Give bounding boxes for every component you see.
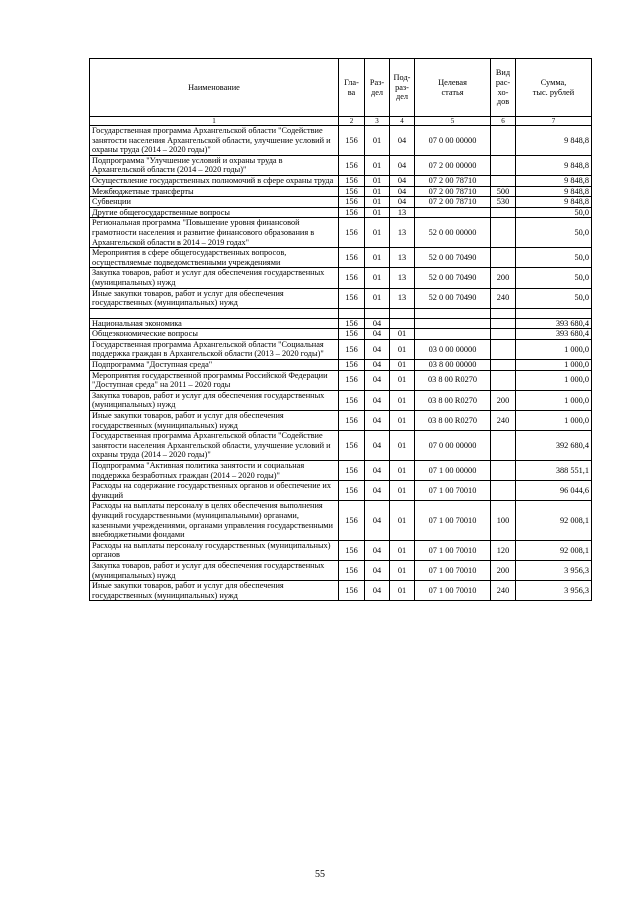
row-sum: 9 848,8	[516, 155, 592, 175]
row-target: 07 1 00 70010	[415, 481, 491, 501]
row-sum: 393 680,4	[516, 318, 592, 329]
row-vid	[491, 218, 516, 248]
column-number-row	[90, 117, 592, 126]
row-razdel: 01	[365, 175, 390, 186]
row-vid	[491, 461, 516, 481]
row-target: 03 8 00 R0270	[415, 390, 491, 410]
row-vid	[491, 329, 516, 340]
row-vid	[491, 248, 516, 268]
row-vid	[491, 318, 516, 329]
row-name: Закупка товаров, работ и услуг для обеспечения государственных (муниципальных) нужд	[90, 268, 339, 288]
row-target: 52 0 00 70490	[415, 288, 491, 308]
row-target: 07 1 00 70010	[415, 501, 491, 540]
row-name: Мероприятия государственной программы Российской Федерации "Доступная среда" на 2011 – 2020 годы	[90, 370, 339, 390]
row-target: 07 2 00 78710	[415, 197, 491, 208]
row-vid	[491, 207, 516, 218]
row-name: Иные закупки товаров, работ и услуг для обеспечения государственных (муниципальных) нужд	[90, 288, 339, 308]
table-row	[90, 288, 592, 308]
row-podrazdel: 01	[390, 540, 415, 560]
row-sum: 9 848,8	[516, 186, 592, 197]
header-sum: Сумма, тыс. рублей	[516, 59, 592, 117]
row-name: Иные закупки товаров, работ и услуг для обеспечения государственных (муниципальных) нужд	[90, 581, 339, 601]
row-target: 03 8 00 R0270	[415, 370, 491, 390]
row-name: Другие общегосударственные вопросы	[90, 207, 339, 218]
row-vid	[491, 155, 516, 175]
row-vid: 500	[491, 186, 516, 197]
row-razdel: 01	[365, 197, 390, 208]
row-name: Региональная программа "Повышение уровня финансовой грамотности населения и развитие финансового образования в Архангельской области в 2014 – 2019 годах"	[90, 218, 339, 248]
row-razdel: 04	[365, 411, 390, 431]
table-row	[90, 560, 592, 580]
row-glava: 156	[339, 288, 365, 308]
row-vid	[491, 431, 516, 461]
row-target	[415, 207, 491, 218]
row-podrazdel: 01	[390, 411, 415, 431]
row-sum: 1 000,0	[516, 339, 592, 359]
row-glava: 156	[339, 360, 365, 371]
row-sum: 393 680,4	[516, 329, 592, 340]
row-glava: 156	[339, 155, 365, 175]
row-name: Осуществление государственных полномочий в сфере охраны труда	[90, 175, 339, 186]
row-glava: 156	[339, 318, 365, 329]
row-name: Субвенции	[90, 197, 339, 208]
row-podrazdel: 01	[390, 461, 415, 481]
row-vid	[491, 360, 516, 371]
table-row	[90, 339, 592, 359]
table-row	[90, 268, 592, 288]
table-row	[90, 248, 592, 268]
column-number: 2	[339, 117, 365, 126]
row-sum: 388 551,1	[516, 461, 592, 481]
row-glava: 156	[339, 501, 365, 540]
row-podrazdel: 01	[390, 370, 415, 390]
header-target: Целевая статья	[415, 59, 491, 117]
table-row	[90, 126, 592, 156]
row-sum: 50,0	[516, 268, 592, 288]
row-name: Национальная экономика	[90, 318, 339, 329]
column-number: 5	[415, 117, 491, 126]
table-row	[90, 318, 592, 329]
row-glava: 156	[339, 207, 365, 218]
row-sum: 50,0	[516, 218, 592, 248]
table-row	[90, 461, 592, 481]
row-vid: 120	[491, 540, 516, 560]
row-target: 52 0 00 00000	[415, 218, 491, 248]
row-name: Расходы на выплаты персоналу государственных (муниципальных) органов	[90, 540, 339, 560]
row-razdel: 01	[365, 288, 390, 308]
row-target: 52 0 00 70490	[415, 248, 491, 268]
row-sum: 1 000,0	[516, 370, 592, 390]
column-number: 1	[90, 117, 339, 126]
row-target: 03 8 00 00000	[415, 360, 491, 371]
row-podrazdel: 13	[390, 207, 415, 218]
row-target: 07 1 00 00000	[415, 461, 491, 481]
row-podrazdel: 13	[390, 268, 415, 288]
row-name: Закупка товаров, работ и услуг для обеспечения государственных (муниципальных) нужд	[90, 560, 339, 580]
row-name: Государственная программа Архангельской области "Содействие занятости населения Архангельской области, улучшение условий и охраны труда (2014 – 2020 годы)"	[90, 431, 339, 461]
row-vid	[491, 370, 516, 390]
row-podrazdel: 01	[390, 481, 415, 501]
row-glava: 156	[339, 248, 365, 268]
row-vid: 200	[491, 268, 516, 288]
row-sum: 9 848,8	[516, 126, 592, 156]
row-razdel: 04	[365, 431, 390, 461]
row-podrazdel: 04	[390, 126, 415, 156]
row-razdel: 04	[365, 501, 390, 540]
row-name: Подпрограмма "Активная политика занятости и социальная поддержка безработных граждан (2014 – 2020 годы)"	[90, 461, 339, 481]
header-podrazdel: Под- раз- дел	[390, 59, 415, 117]
row-glava	[339, 308, 365, 318]
row-razdel: 04	[365, 581, 390, 601]
row-razdel: 01	[365, 248, 390, 268]
row-vid	[491, 308, 516, 318]
row-glava: 156	[339, 431, 365, 461]
row-glava: 156	[339, 581, 365, 601]
page-number: 55	[315, 869, 325, 880]
table-row	[90, 218, 592, 248]
row-name: Иные закупки товаров, работ и услуг для обеспечения государственных (муниципальных) нужд	[90, 411, 339, 431]
row-razdel: 01	[365, 268, 390, 288]
row-target	[415, 329, 491, 340]
table-row	[90, 501, 592, 540]
row-glava: 156	[339, 560, 365, 580]
row-glava: 156	[339, 218, 365, 248]
row-vid	[491, 481, 516, 501]
row-glava: 156	[339, 370, 365, 390]
row-podrazdel: 04	[390, 155, 415, 175]
table-row	[90, 207, 592, 218]
column-number: 3	[365, 117, 390, 126]
column-number: 4	[390, 117, 415, 126]
row-razdel: 01	[365, 126, 390, 156]
row-vid: 100	[491, 501, 516, 540]
row-name: Подпрограмма "Улучшение условий и охраны труда в Архангельской области (2014 – 2020 годы)"	[90, 155, 339, 175]
row-target: 07 1 00 70010	[415, 581, 491, 601]
row-glava: 156	[339, 339, 365, 359]
row-glava: 156	[339, 329, 365, 340]
row-vid: 200	[491, 560, 516, 580]
row-sum: 96 044,6	[516, 481, 592, 501]
row-razdel: 04	[365, 481, 390, 501]
column-number: 7	[516, 117, 592, 126]
row-sum: 3 956,3	[516, 581, 592, 601]
row-glava: 156	[339, 481, 365, 501]
table-row	[90, 370, 592, 390]
row-target: 03 8 00 R0270	[415, 411, 491, 431]
row-podrazdel: 01	[390, 390, 415, 410]
table-row	[90, 540, 592, 560]
row-razdel	[365, 308, 390, 318]
row-vid	[491, 126, 516, 156]
row-sum: 1 000,0	[516, 360, 592, 371]
row-razdel: 04	[365, 360, 390, 371]
row-podrazdel: 01	[390, 560, 415, 580]
row-name: Расходы на содержание государственных органов и обеспечение их функций	[90, 481, 339, 501]
row-podrazdel: 01	[390, 501, 415, 540]
row-podrazdel	[390, 308, 415, 318]
budget-table	[89, 58, 592, 601]
row-name: Межбюджетные трансферты	[90, 186, 339, 197]
row-glava: 156	[339, 175, 365, 186]
row-target: 07 2 00 78710	[415, 175, 491, 186]
row-razdel: 04	[365, 318, 390, 329]
row-name: Государственная программа Архангельской области "Содействие занятости населения Архангельской области, улучшение условий и охраны труда (2014 – 2020 годы)"	[90, 126, 339, 156]
row-podrazdel: 04	[390, 175, 415, 186]
row-name: Закупка товаров, работ и услуг для обеспечения государственных (муниципальных) нужд	[90, 390, 339, 410]
row-podrazdel: 13	[390, 288, 415, 308]
row-podrazdel: 01	[390, 329, 415, 340]
row-name: Подпрограмма "Доступная среда"	[90, 360, 339, 371]
table-row	[90, 155, 592, 175]
row-podrazdel: 01	[390, 431, 415, 461]
row-podrazdel	[390, 318, 415, 329]
row-target: 07 2 00 00000	[415, 155, 491, 175]
row-podrazdel: 01	[390, 581, 415, 601]
row-razdel: 01	[365, 155, 390, 175]
table-row	[90, 411, 592, 431]
row-target: 07 0 00 00000	[415, 431, 491, 461]
row-name: Государственная программа Архангельской области "Социальная поддержка граждан в Архангельской области (2013 – 2020 годы)"	[90, 339, 339, 359]
row-glava: 156	[339, 197, 365, 208]
header-row	[90, 59, 592, 117]
row-sum: 1 000,0	[516, 411, 592, 431]
table-row	[90, 329, 592, 340]
row-vid: 240	[491, 581, 516, 601]
row-target: 07 2 00 78710	[415, 186, 491, 197]
row-podrazdel: 13	[390, 248, 415, 268]
row-vid: 240	[491, 411, 516, 431]
row-vid	[491, 339, 516, 359]
row-target: 03 0 00 00000	[415, 339, 491, 359]
row-sum: 3 956,3	[516, 560, 592, 580]
row-razdel: 04	[365, 370, 390, 390]
row-vid: 240	[491, 288, 516, 308]
row-podrazdel: 01	[390, 339, 415, 359]
row-name	[90, 308, 339, 318]
row-sum	[516, 308, 592, 318]
row-podrazdel: 01	[390, 360, 415, 371]
row-vid	[491, 175, 516, 186]
table-row	[90, 360, 592, 371]
row-glava: 156	[339, 126, 365, 156]
row-sum: 50,0	[516, 207, 592, 218]
row-sum: 92 008,1	[516, 501, 592, 540]
row-glava: 156	[339, 461, 365, 481]
row-sum: 9 848,8	[516, 197, 592, 208]
row-sum: 9 848,8	[516, 175, 592, 186]
row-podrazdel: 04	[390, 186, 415, 197]
row-sum: 92 008,1	[516, 540, 592, 560]
table-row	[90, 186, 592, 197]
table-row	[90, 197, 592, 208]
row-podrazdel: 04	[390, 197, 415, 208]
header-glava: Гла- ва	[339, 59, 365, 117]
row-podrazdel: 13	[390, 218, 415, 248]
column-number: 6	[491, 117, 516, 126]
row-razdel: 04	[365, 339, 390, 359]
table-row	[90, 431, 592, 461]
row-razdel: 04	[365, 540, 390, 560]
row-target: 52 0 00 70490	[415, 268, 491, 288]
table-row	[90, 308, 592, 318]
table-row	[90, 481, 592, 501]
row-vid: 200	[491, 390, 516, 410]
row-glava: 156	[339, 186, 365, 197]
row-target: 07 1 00 70010	[415, 540, 491, 560]
table-row	[90, 581, 592, 601]
row-glava: 156	[339, 411, 365, 431]
row-razdel: 01	[365, 186, 390, 197]
row-glava: 156	[339, 268, 365, 288]
header-razdel: Раз- дел	[365, 59, 390, 117]
row-sum: 392 680,4	[516, 431, 592, 461]
table-row	[90, 175, 592, 186]
row-razdel: 04	[365, 461, 390, 481]
row-target: 07 1 00 70010	[415, 560, 491, 580]
row-vid: 530	[491, 197, 516, 208]
row-razdel: 01	[365, 218, 390, 248]
row-glava: 156	[339, 390, 365, 410]
row-target	[415, 308, 491, 318]
row-razdel: 04	[365, 329, 390, 340]
row-name: Общеэкономические вопросы	[90, 329, 339, 340]
row-target: 07 0 00 00000	[415, 126, 491, 156]
row-razdel: 04	[365, 390, 390, 410]
row-name: Мероприятия в сфере общегосударственных вопросов, осуществляемые подведомственными учреждениями	[90, 248, 339, 268]
table-row	[90, 390, 592, 410]
row-razdel: 01	[365, 207, 390, 218]
row-glava: 156	[339, 540, 365, 560]
row-name: Расходы на выплаты персоналу в целях обеспечения выполнения функций государственными (муниципальными) органами, казенными учреждениями, органами управления государственными внебюджетными фондами	[90, 501, 339, 540]
row-target	[415, 318, 491, 329]
row-sum: 1 000,0	[516, 390, 592, 410]
row-razdel: 04	[365, 560, 390, 580]
row-sum: 50,0	[516, 288, 592, 308]
row-sum: 50,0	[516, 248, 592, 268]
header-name: Наименование	[90, 59, 339, 117]
header-vid: Вид рас- хо- дов	[491, 59, 516, 117]
